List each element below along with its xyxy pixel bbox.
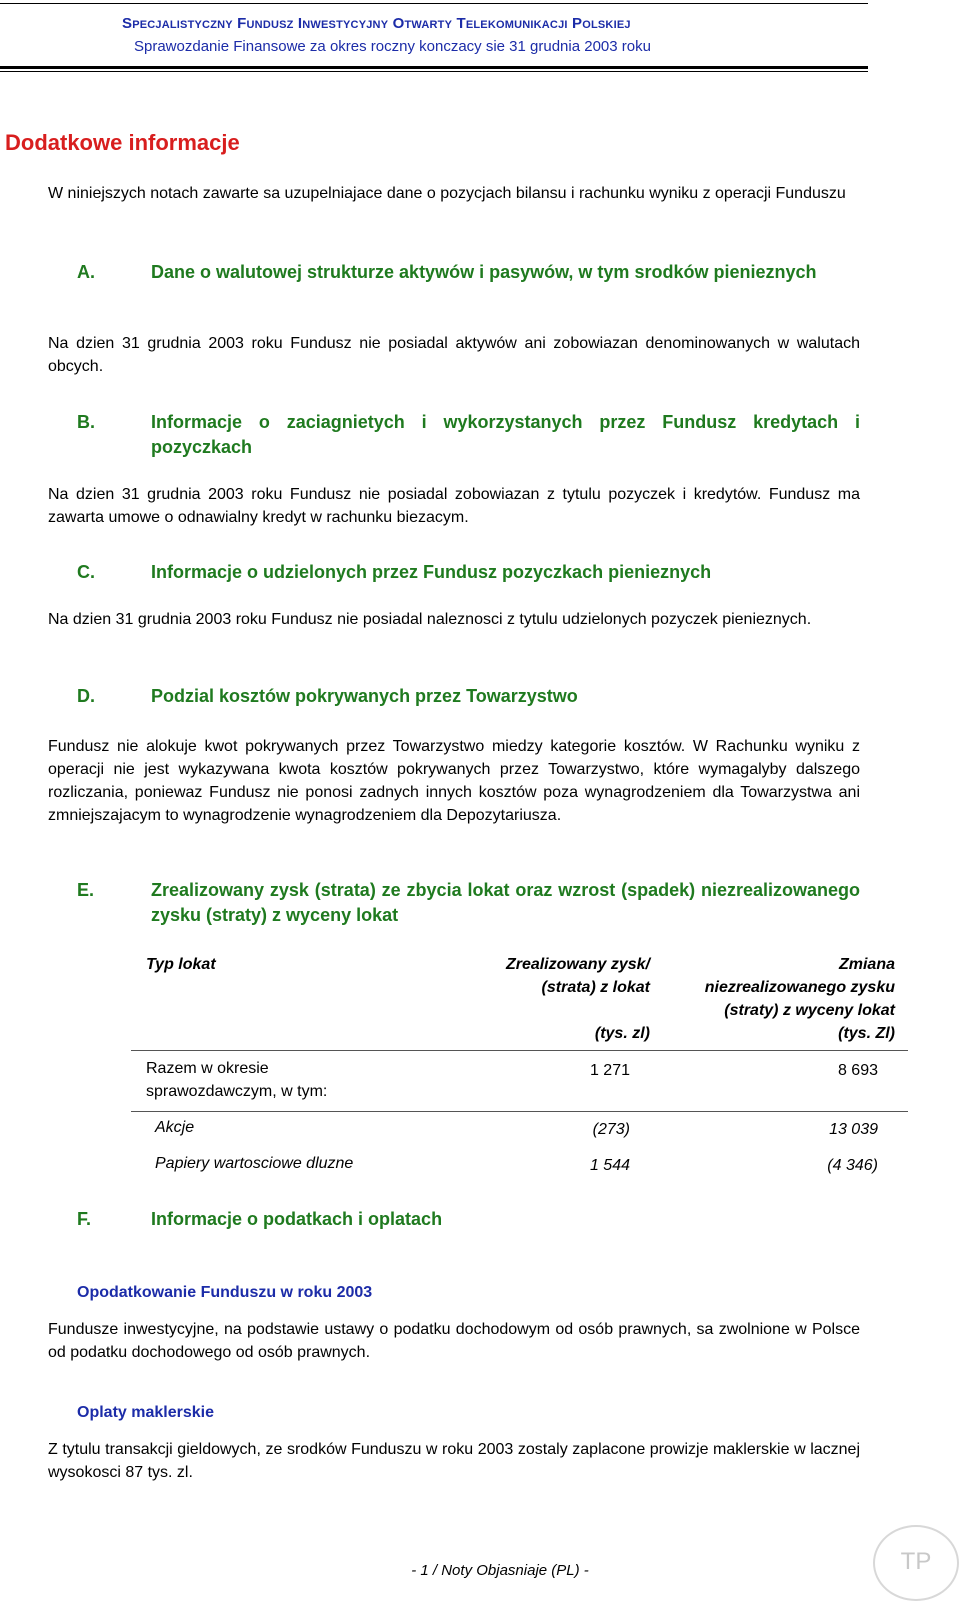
table-row-debt-realized: 1 544 [589,1157,630,1174]
table-header-change-line2: niezrealizowanego zysku [704,979,895,996]
taxation-body: Fundusze inwestycyjne, na podstawie ustawy o podatku dochodowym od osób prawnych, sa zwolnione w Polsce od podatku dochodowego od osób prawnych. [48,1321,860,1361]
header-rule-top [0,3,868,4]
table-header-realized-unit: (tys. zl) [594,1025,650,1042]
section-f-letter: F. [77,1209,92,1229]
tp-logo-stamp: TP [873,1525,959,1601]
table-row-debt-change: (4 346) [827,1157,878,1174]
table-header-realized-line2: (strata) z lokat [541,979,650,996]
section-b-body: Na dzien 31 grudnia 2003 roku Fundusz nie posiadal zobowiazan z tytulu pozyczek i kredytów. Fundusz ma zawarta umowe o odnawialny kredyt w rachunku biezacym. [48,486,860,526]
table-header-change-line3: (straty) z wyceny lokat [724,1002,895,1019]
section-a-title: Dane o walutowej strukturze aktywów i pasywów, w tym srodków pienieznych [151,262,817,282]
section-a-letter: A. [77,262,95,282]
fees-body: Z tytulu transakcji gieldowych, ze srodków Funduszu w roku 2003 zostaly zaplacone prowizje maklerskie w lacznej wysokosci 87 tys. zl. [48,1441,860,1481]
table-row-shares-realized: (273) [592,1121,630,1138]
page-footer: - 1 / Noty Objasniaje (PL) - [411,1562,589,1579]
section-c-letter: C. [77,562,95,582]
table-header-change-unit: (tys. Zl) [838,1025,895,1042]
table-row-total-realized: 1 271 [589,1062,630,1079]
section-b-letter: B. [77,412,95,432]
section-c-title: Informacje o udzielonych przez Fundusz pozyczkach pienieznych [151,562,712,582]
table-total-rule [131,1111,908,1112]
intro-paragraph: W niniejszych notach zawarte sa uzupelniajace dane o pozycjach bilansu i rachunku wyniku z operacji Funduszu [48,185,846,202]
table-header-realized-line1: Zrealizowany zysk/ [505,956,650,973]
table-row-shares-label: Akcje [155,1119,195,1136]
table-header-change-line1: Zmiana [838,956,895,973]
header-rule-bottom-thin [0,71,868,72]
report-title: Sprawozdanie Finansowe za okres roczny konczacy sie 31 grudnia 2003 roku [134,38,651,55]
section-e-title: Zrealizowany zysk (strata) ze zbycia lokat oraz wzrost (spadek) niezrealizowanego zysku (straty) z wyceny lokat [151,880,860,925]
section-a-body: Na dzien 31 grudnia 2003 roku Fundusz nie posiadal aktywów ani zobowiazan denominowanych w walutach obcych. [48,335,860,375]
fees-heading: Oplaty maklerskie [77,1404,214,1421]
table-header-type: Typ lokat [146,956,216,973]
section-e-letter: E. [77,880,95,900]
table-header-rule [131,1050,908,1051]
table-row-total-label: Razem w okresie sprawozdawczym, w tym: [146,1060,328,1100]
table-row-shares-change: 13 039 [829,1121,878,1138]
page-title: Dodatkowe informacje [5,130,240,155]
table-row-total-change: 8 693 [837,1062,878,1079]
section-d-body: Fundusz nie alokuje kwot pokrywanych przez Towarzystwo miedzy kategorie kosztów. W Rachunku wyniku z operacji nie jest wykazywana kwota kosztów pokrywanych przez Towarzystwo, które wymagalyby dalszego rozliczania, poniewaz Fundusz nie ponosi zadnych innych kosztów poza wynagrodzeniem dla Towarzystwa ani zmniejszajacym to wynagrodzenie wynagrodzeniem dla Depozytariusza. [48,738,860,824]
header-rule-bottom-thick [0,66,868,69]
section-c-body: Na dzien 31 grudnia 2003 roku Fundusz nie posiadal naleznosci z tytulu udzielonych pozyczek pienieznych. [48,611,812,628]
taxation-heading: Opodatkowanie Funduszu w roku 2003 [77,1284,373,1301]
section-d-letter: D. [77,686,95,706]
section-b-title: Informacje o zaciagnietych i wykorzystanych przez Fundusz kredytach i pozyczkach [151,412,860,457]
fund-name: Specjalistyczny Fundusz Inwestycyjny Otwarty Telekomunikacji Polskiej [122,15,631,32]
section-f-title: Informacje o podatkach i oplatach [151,1209,443,1229]
section-d-title: Podzial kosztów pokrywanych przez Towarzystwo [151,686,578,706]
table-row-debt-label: Papiery wartosciowe dluzne [155,1155,354,1172]
